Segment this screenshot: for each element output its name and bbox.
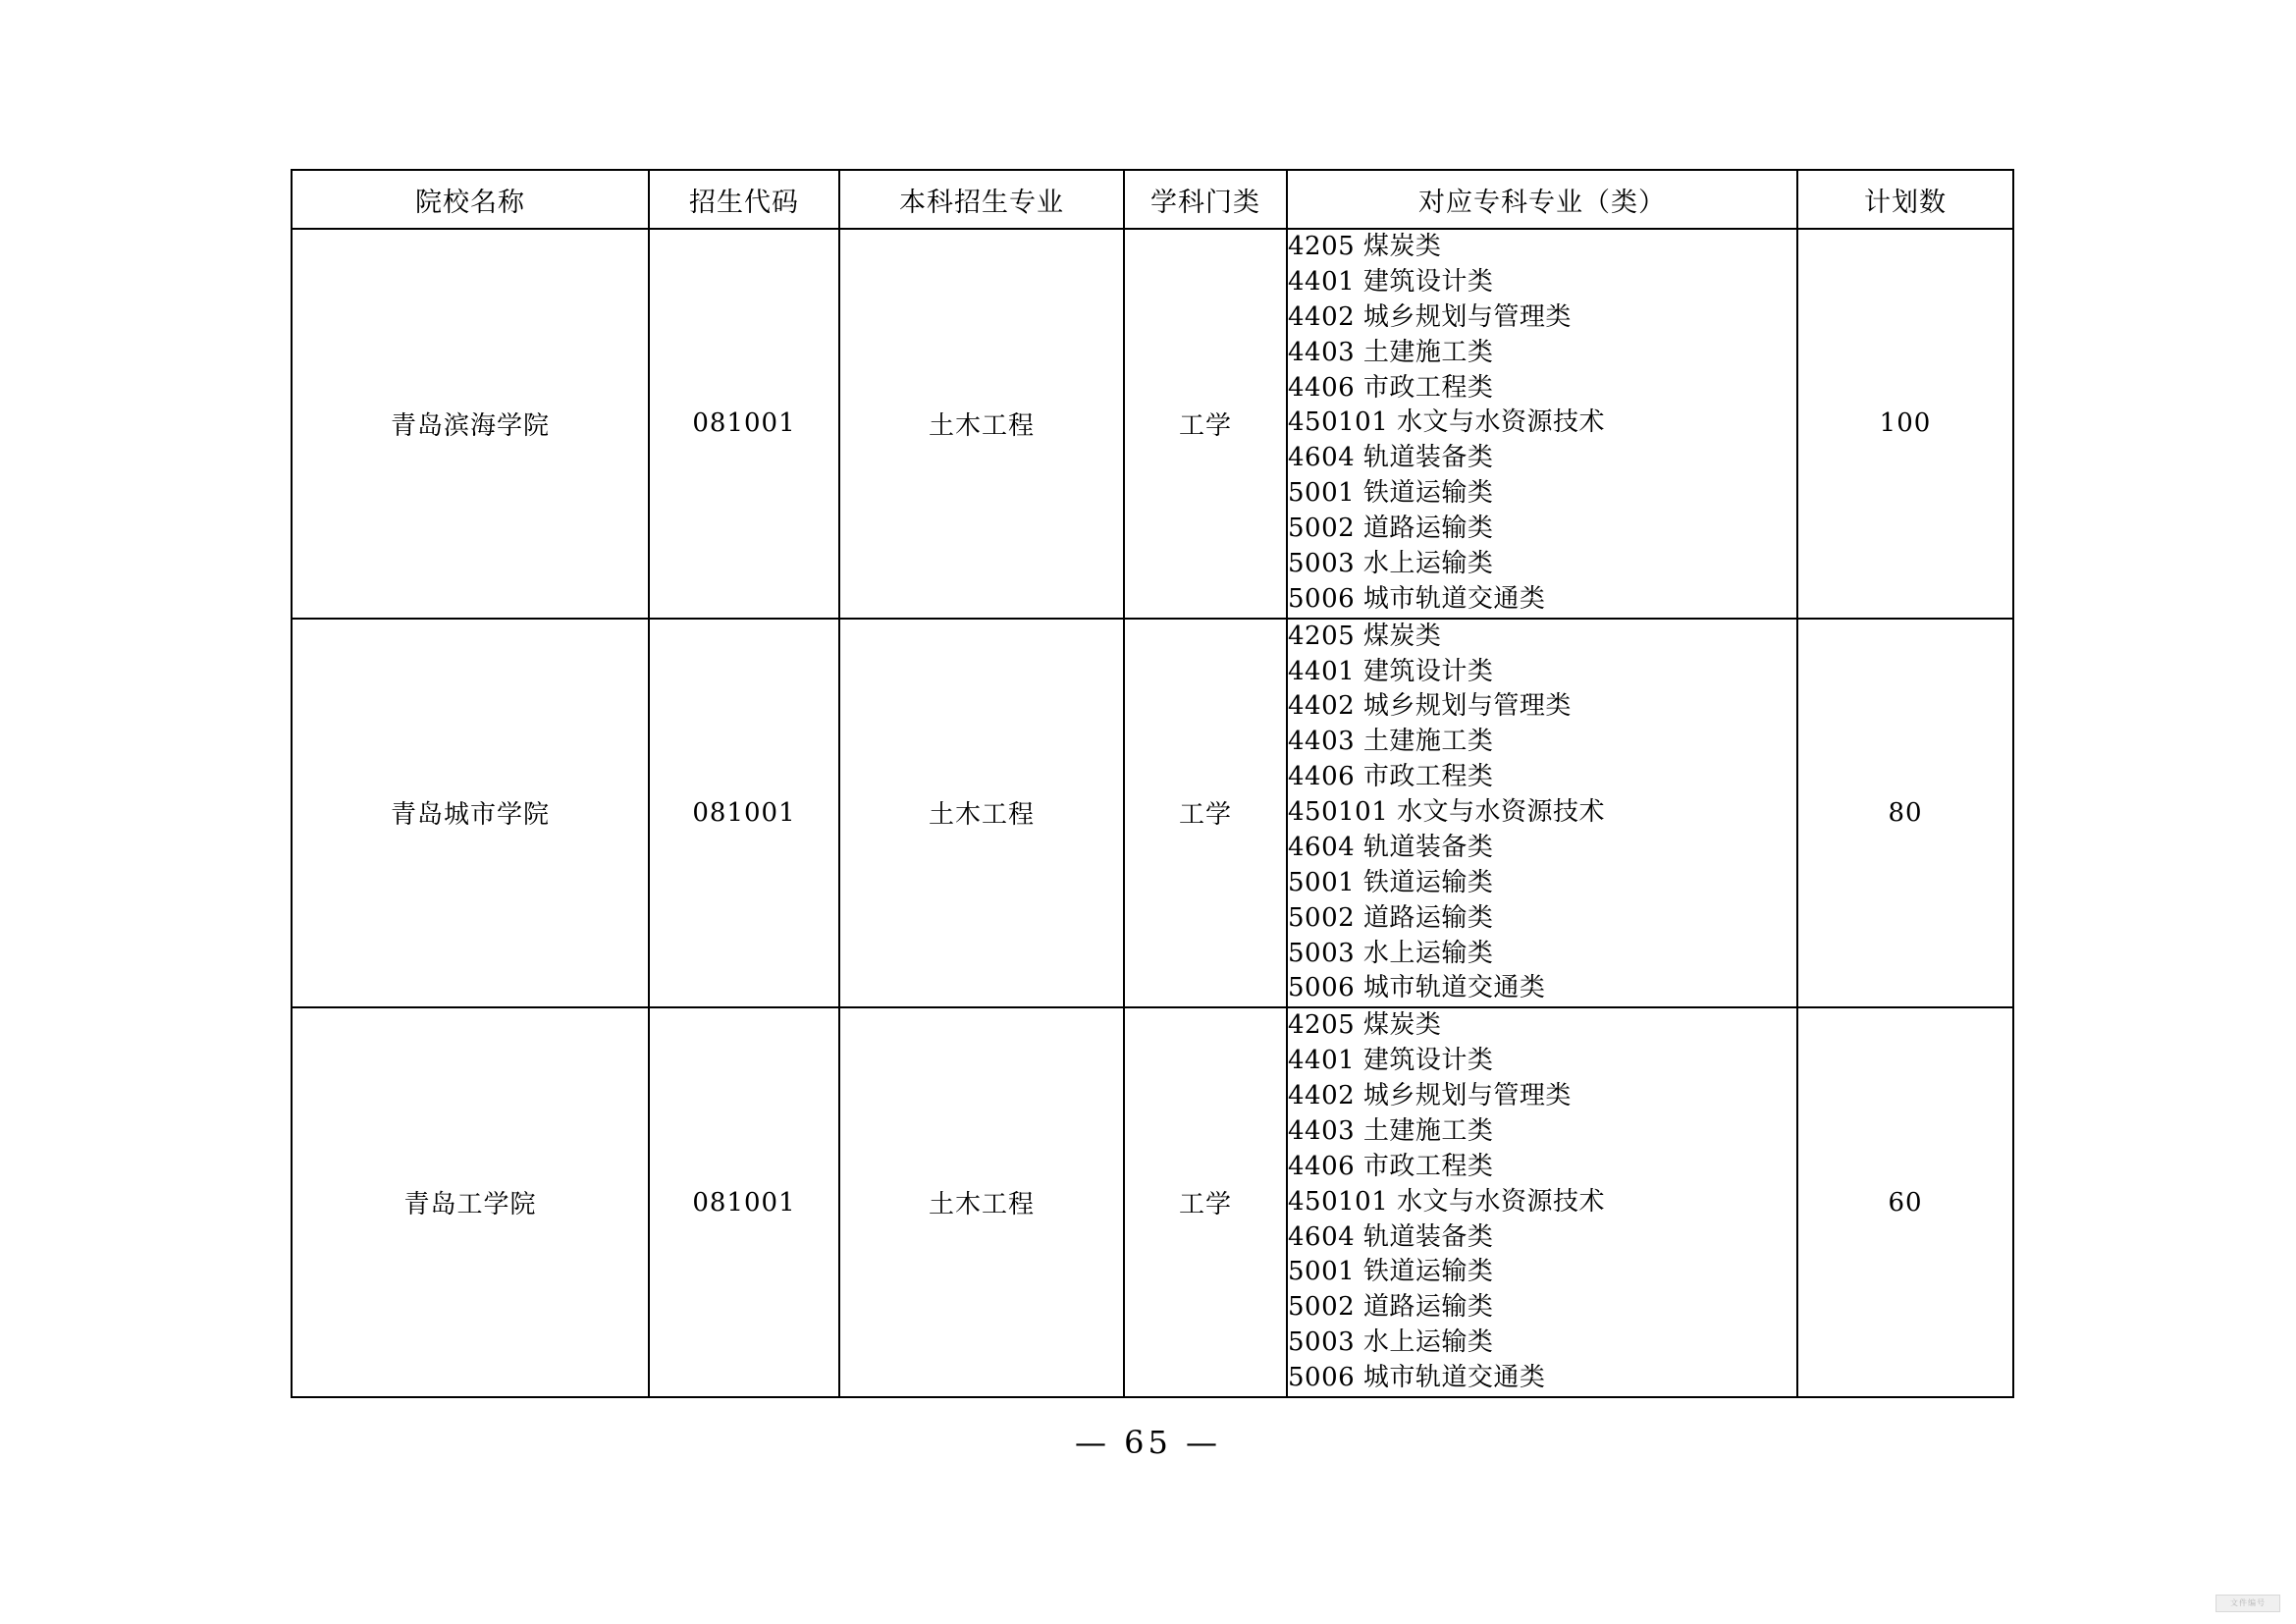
- specialty-item: 4401 建筑设计类: [1288, 656, 1494, 686]
- specialty-item: 4402 城乡规划与管理类: [1288, 691, 1572, 722]
- specialty-item: 5006 城市轨道交通类: [1288, 583, 1546, 614]
- specialty-item: 4406 市政工程类: [1288, 1151, 1494, 1181]
- specialty-item: 4205 煤炭类: [1288, 621, 1442, 651]
- specialty-item: 5002 道路运输类: [1288, 902, 1494, 933]
- specialty-item: 4403 土建施工类: [1288, 337, 1494, 367]
- specialty-item: 4401 建筑设计类: [1288, 266, 1494, 297]
- specialty-item: 4604 轨道装备类: [1288, 832, 1494, 862]
- specialty-item: 4406 市政工程类: [1288, 372, 1494, 403]
- cell-plan: 80: [1797, 619, 2013, 1008]
- cell-discipline: 工学: [1124, 619, 1287, 1008]
- cell-plan: 100: [1797, 229, 2013, 619]
- table-row: [292, 1007, 2013, 1397]
- cell-discipline: 工学: [1124, 1007, 1287, 1397]
- specialty-item: 4604 轨道装备类: [1288, 443, 1494, 473]
- specialty-item: 4403 土建施工类: [1288, 727, 1494, 757]
- specialty-item: 450101 水文与水资源技术: [1288, 1186, 1606, 1217]
- column-header-discipline: 学科门类: [1124, 170, 1287, 229]
- specialty-item: 450101 水文与水资源技术: [1288, 797, 1606, 827]
- specialty-item: 450101 水文与水资源技术: [1288, 407, 1606, 438]
- cell-major: 土木工程: [839, 229, 1124, 619]
- cell-specialties: [1287, 229, 1797, 619]
- table-row: [292, 619, 2013, 1008]
- specialty-item: 5001 铁道运输类: [1288, 478, 1494, 509]
- cell-school: 青岛滨海学院: [292, 229, 649, 619]
- specialty-item: 5001 铁道运输类: [1288, 867, 1494, 897]
- specialty-item: 4205 煤炭类: [1288, 1010, 1442, 1041]
- table-body: [292, 229, 2013, 1397]
- specialty-item: 5003 水上运输类: [1288, 938, 1494, 968]
- specialty-item: 5002 道路运输类: [1288, 1292, 1494, 1323]
- cell-code: 081001: [649, 229, 839, 619]
- cell-school: 青岛城市学院: [292, 619, 649, 1008]
- cell-code: 081001: [649, 1007, 839, 1397]
- cell-major: 土木工程: [839, 619, 1124, 1008]
- specialty-item: 5006 城市轨道交通类: [1288, 1363, 1546, 1392]
- cell-school: 青岛工学院: [292, 1007, 649, 1397]
- table-row: [292, 229, 2013, 619]
- enrollment-plan-table: [291, 169, 2014, 1398]
- cell-plan: 60: [1797, 1007, 2013, 1397]
- specialty-item: 4402 城乡规划与管理类: [1288, 301, 1572, 332]
- plan-table-container: [291, 169, 2012, 1398]
- cell-specialties: [1287, 619, 1797, 1008]
- column-header-code: 招生代码: [649, 170, 839, 229]
- watermark-stamp: 文件编号: [2216, 1595, 2280, 1612]
- specialty-item: 4406 市政工程类: [1288, 762, 1494, 792]
- table-header-row: [292, 170, 2013, 229]
- specialty-item: 5003 水上运输类: [1288, 548, 1494, 578]
- cell-discipline: 工学: [1124, 229, 1287, 619]
- cell-specialties: [1287, 1007, 1797, 1397]
- column-header-major: 本科招生专业: [839, 170, 1124, 229]
- specialty-item: 5003 水上运输类: [1288, 1327, 1494, 1358]
- specialty-item: 5006 城市轨道交通类: [1288, 973, 1546, 1003]
- column-header-specialties: 对应专科专业（类）: [1287, 170, 1797, 229]
- table-header: [292, 170, 2013, 229]
- specialty-item: 4402 城乡规划与管理类: [1288, 1081, 1572, 1110]
- cell-code: 081001: [649, 619, 839, 1008]
- specialty-item: 4604 轨道装备类: [1288, 1221, 1494, 1252]
- specialty-item: 4401 建筑设计类: [1288, 1046, 1494, 1076]
- page-number: — 65 —: [1074, 1424, 1222, 1461]
- specialty-item: 5002 道路运输类: [1288, 514, 1494, 543]
- specialty-item: 4205 煤炭类: [1288, 232, 1442, 261]
- specialty-item: 5001 铁道运输类: [1288, 1257, 1494, 1287]
- specialty-item: 4403 土建施工类: [1288, 1115, 1494, 1146]
- cell-major: 土木工程: [839, 1007, 1124, 1397]
- column-header-school: 院校名称: [292, 170, 649, 229]
- column-header-plan: 计划数: [1797, 170, 2013, 229]
